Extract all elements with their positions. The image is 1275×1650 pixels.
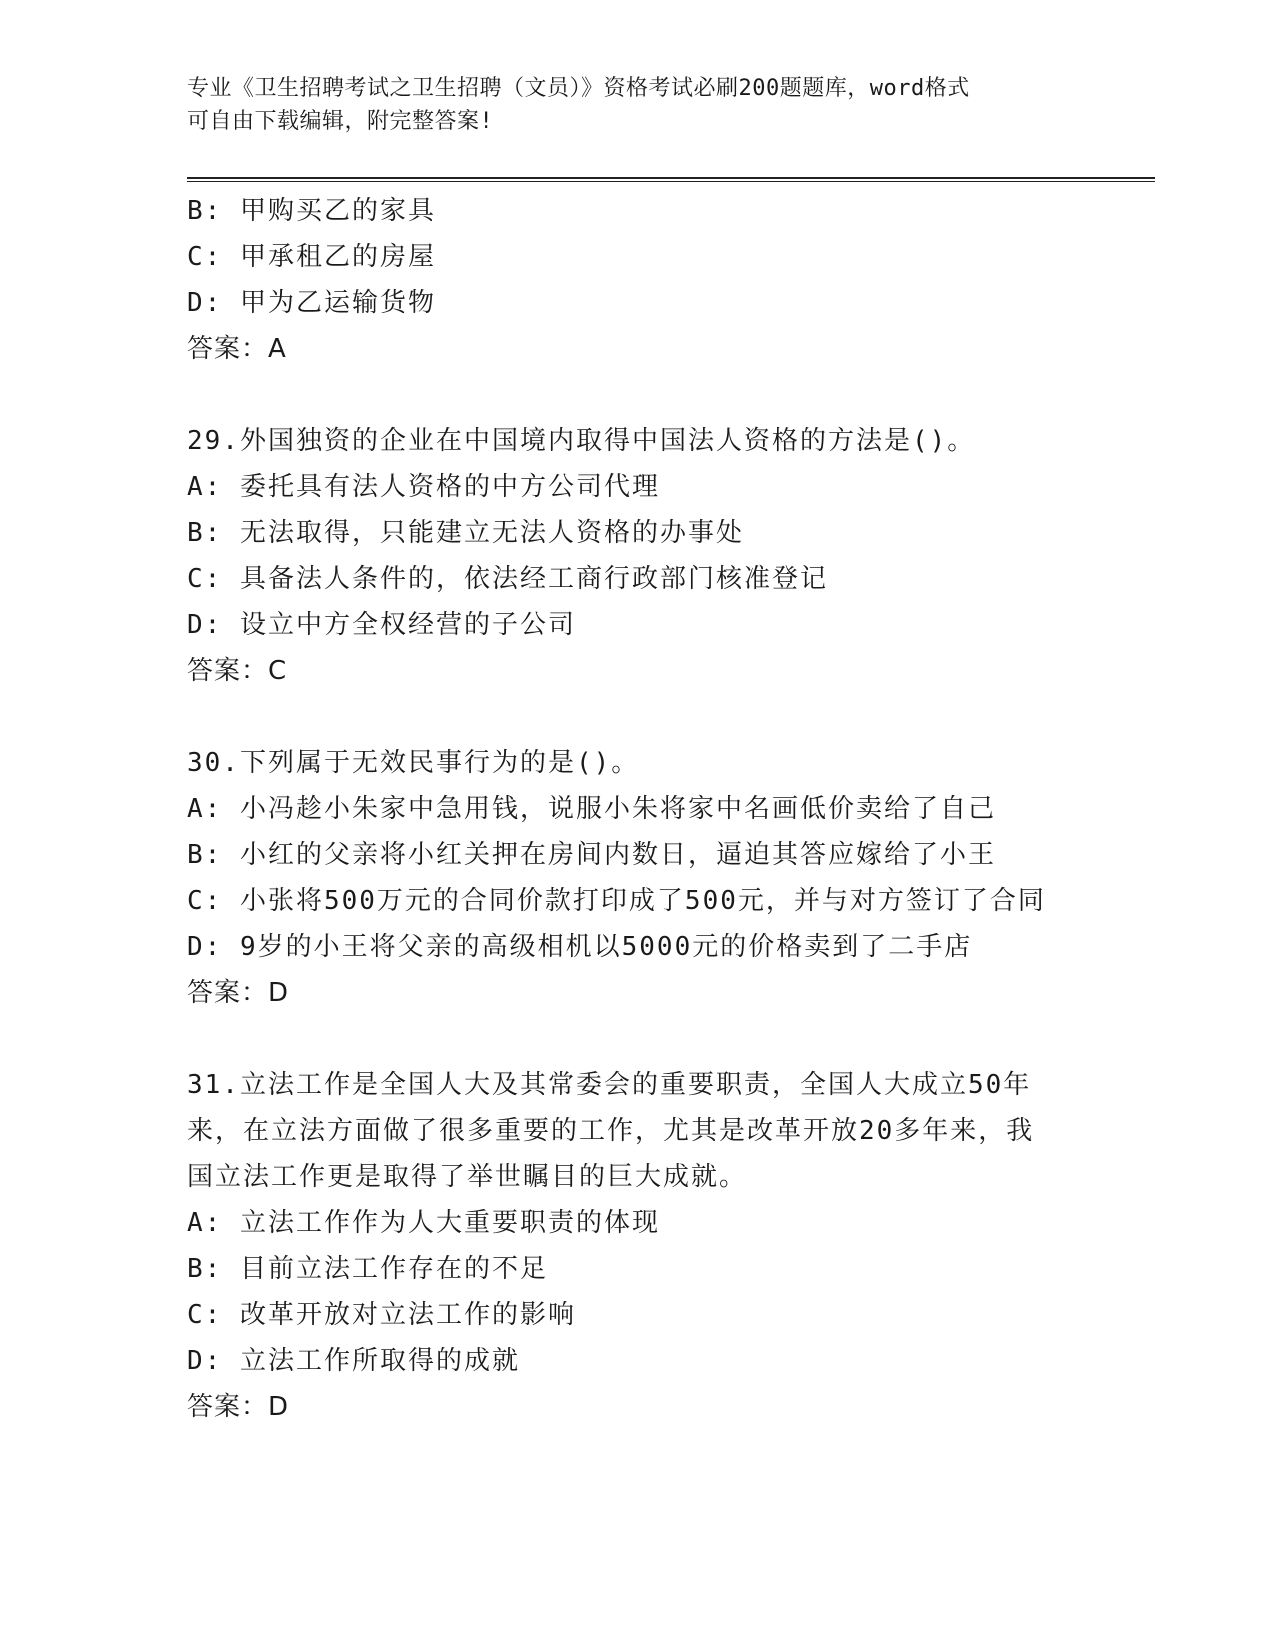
question-stem: 30.下列属于无效民事行为的是()。 (187, 748, 640, 778)
spacer (187, 372, 1087, 418)
header-divider (187, 177, 1155, 182)
option-d: D: 立法工作所取得的成就 (187, 1346, 520, 1376)
question-list (187, 188, 1087, 1430)
question-stem: 29.外国独资的企业在中国境内取得中国法人资格的方法是()。 (187, 426, 976, 456)
option-c: C: 具备法人条件的，依法经工商行政部门核准登记 (187, 564, 828, 594)
question-stem-line-3: 国立法工作更是取得了举世瞩目的巨大成就。 (187, 1162, 748, 1192)
option-d: D: 甲为乙运输货物 (187, 288, 436, 318)
document-header (187, 72, 1067, 138)
question-30 (187, 740, 1087, 1016)
question-stem-line-1: 31.立法工作是全国人大及其常委会的重要职责，全国人大成立50年 (187, 1070, 1032, 1100)
spacer (187, 694, 1087, 740)
question-stem-line-2: 来，在立法方面做了很多重要的工作，尤其是改革开放20多年来，我 (187, 1116, 1035, 1146)
option-b: B: 小红的父亲将小红关押在房间内数日，逼迫其答应嫁给了小王 (187, 840, 996, 870)
answer-line: 答案：C (187, 656, 288, 686)
option-a: A: 立法工作作为人大重要职责的体现 (187, 1208, 660, 1238)
option-d: D: 设立中方全权经营的子公司 (187, 610, 576, 640)
option-a: A: 小冯趁小朱家中急用钱，说服小朱将家中名画低价卖给了自己 (187, 794, 996, 824)
answer-line: 答案：A (187, 334, 287, 364)
option-b: B: 目前立法工作存在的不足 (187, 1254, 548, 1284)
answer-line: 答案：D (187, 1392, 290, 1422)
question-29 (187, 418, 1087, 694)
option-a: A: 委托具有法人资格的中方公司代理 (187, 472, 660, 502)
spacer (187, 1016, 1087, 1062)
question-28-continued (187, 188, 1087, 372)
answer-line: 答案：D (187, 978, 290, 1008)
option-d: D: 9岁的小王将父亲的高级相机以5000元的价格卖到了二手店 (187, 932, 973, 962)
header-line-1: 专业《卫生招聘考试之卫生招聘（文员）》资格考试必刷200题题库，word格式 (187, 76, 970, 101)
header-line-2: 可自由下载编辑，附完整答案! (187, 109, 494, 134)
question-31 (187, 1062, 1087, 1430)
option-c: C: 小张将500万元的合同价款打印成了500元，并与对方签订了合同 (187, 886, 1046, 916)
option-b: B: 无法取得，只能建立无法人资格的办事处 (187, 518, 744, 548)
option-c: C: 甲承租乙的房屋 (187, 242, 436, 272)
option-c: C: 改革开放对立法工作的影响 (187, 1300, 576, 1330)
option-b: B: 甲购买乙的家具 (187, 196, 436, 226)
